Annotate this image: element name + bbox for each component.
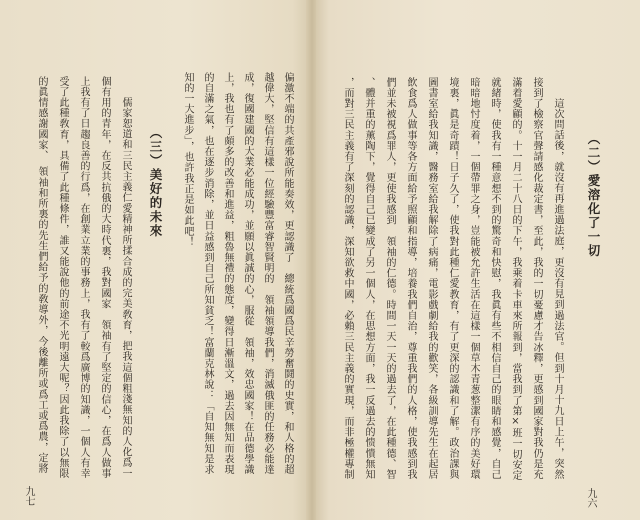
text-column: 成，復國建國的大業必能成功，並願以眞誠的心，服從 領袖，效忠國家！在品德學識 (242, 72, 253, 475)
text-column: ，而對三民主義有了深刻的認識，深知欲救中國，必賴三民主義的實現，而非極權專制 (342, 77, 353, 480)
text-column: 知的一大進步」，也許我正是如此吧！ (182, 72, 193, 248)
text-column: 上我有了日趨良善的行爲，在創業立業的事務上，我有了較爲廣博的知識，一個人有幸 (78, 76, 89, 479)
text-column: 暗暗地忖度着，一個帶罪之身，豈能被允許生活在這樣一個草木青葱整潔有序的美好環 (468, 77, 479, 480)
text-column: 就緒時，使我有一種意想不到的驚奇和快慰，我眞有些不相信自己的眼睛和感覺，自己 (489, 77, 500, 480)
text-column: 滿着愛顧的。十一月二十八日的下午，我乘着卡車來所報到，當我到了第×班一切安定 (510, 77, 521, 481)
text-column: 飲食爲人做事等各方面給予照顧和指導，培養我們自治，尊重我們的人格，使我感到我 (405, 77, 416, 480)
text-column: 的眞情感謝國家、 領袖和所裏的先生們給予的敎導外，今後離所或爲工或爲農，定將 (36, 76, 47, 474)
text-column: 越偉大，堅信有這樣一位經驗豐富睿智賢明的 領袖領導我們，消滅俄匪的任務必能達 (262, 72, 273, 475)
text-column: 儒家恕道和三民主義仁愛精神所揉合成的完美敎育，把我這個粗淺無知的人化爲一 (120, 97, 131, 479)
text-column: 們並未被視爲罪人，更使我感到 領袖的仁德。時間一天一天的過去了，在此種德、智 (384, 77, 395, 480)
text-column: 受了此種敎育，具備了此種條件，誰又能說他的前途不光明遠大呢？因此我除了以無限 (57, 76, 68, 479)
text-column: 偏激不端的共產邪說所能奏效，更認識了 總統爲國爲民辛勞奮鬪的史實，和人格的超 (282, 72, 293, 475)
text-column: 的自滿之氣，也在逐步消除，並日益感到自己所知貧乏！富蘭克林說：「自知無知是求 (202, 72, 213, 475)
section-title-2: （二）愛溶化了一切 (586, 132, 601, 258)
section-title-3: （三）美好的未來 (148, 126, 163, 238)
right-page (316, 0, 640, 520)
text-column: 圖書室給我知識，醫務室給我解除了病痛，電影戲劇給我的歡笑，各級訓導先生在起居 (426, 77, 437, 480)
page-number-left: 九七 (23, 486, 34, 506)
left-page (0, 0, 308, 520)
text-column: 上，我也有了頗多的改善和進益，粗魯無禮的態度，變得日漸溫文，過去因無知而表現 (222, 72, 233, 475)
text-column: 這次問話後，就沒有再進過法庭，更沒有見到過法官。但到十月十九日上午，突然 (552, 98, 563, 480)
text-column: 、體并重的薰陶下，覺得自己已變成了另一個人，在思想方面，我一反過去的愦憒無知 (363, 77, 374, 480)
text-column: 境裏，眞是奇蹟！日子久了，使我對此種仁愛教育，有了更深的認識和了解。政治課與 (447, 77, 458, 480)
page-number-right: 九六 (585, 488, 596, 508)
text-column: 個有用的青年，在反共抗俄的大時代裏，我對國家 領袖有了堅定的信心，在爲人做事 (99, 76, 110, 479)
text-column: 接到了檢察官聲請感化裁定書，至此，我的一切憂慮才告冰釋，更感到國家對我仍是充 (531, 77, 542, 480)
